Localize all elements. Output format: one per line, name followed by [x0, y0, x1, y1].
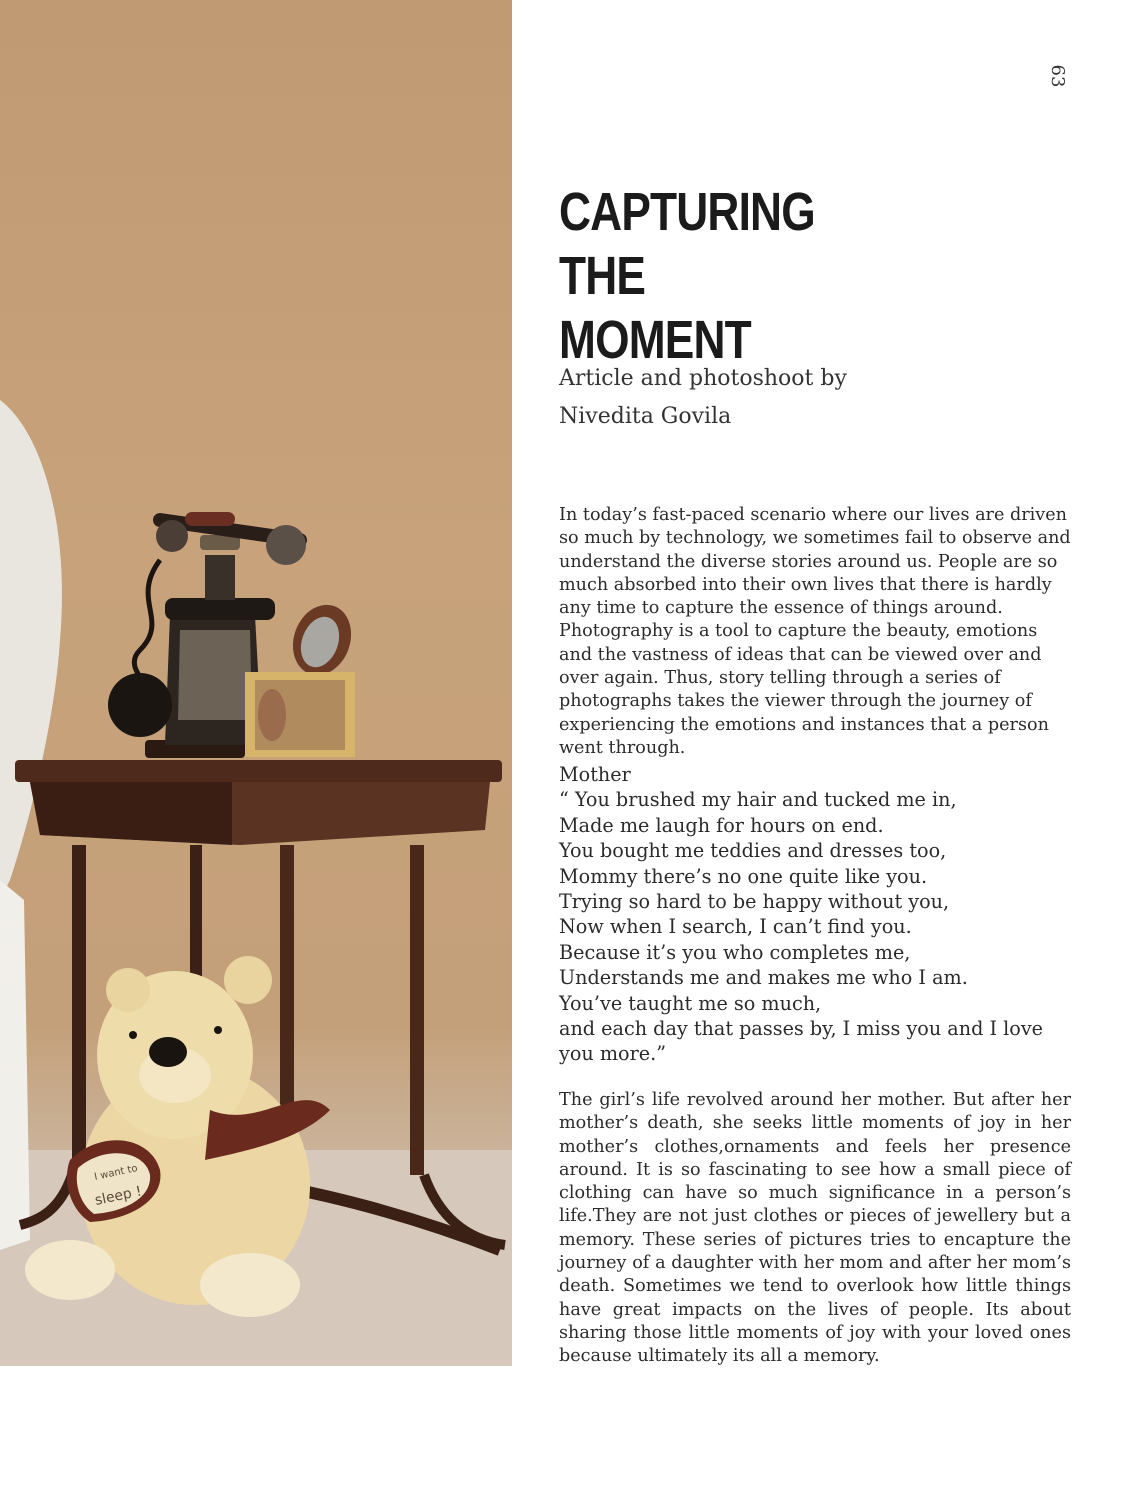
- photo-illustration: [0, 0, 512, 1366]
- intro-paragraph: Photography is a tool to capture the beauty, emotions and the vastness of ideas that can be viewed over and over again. Thus, story telling through a series of photographs takes the viewer through the journey of experiencing the emotions and instances that a person went through.: [559, 621, 1049, 758]
- poem-line: Now when I search, I can’t find you.: [559, 915, 912, 939]
- poem-line: “ You brushed my hair and tucked me in,: [559, 788, 957, 812]
- byline: [559, 360, 847, 436]
- bear-heart-line-2: sleep !: [93, 1183, 144, 1209]
- poem-line: Made me laugh for hours on end.: [559, 813, 884, 837]
- chair-leg: [0, 880, 30, 1250]
- poem-line: Because it’s you who completes me,: [559, 940, 911, 964]
- poem-line: You’ve taught me so much,: [559, 991, 822, 1015]
- title-line: MOMENT: [559, 310, 751, 370]
- bear-heart-line-1: I want to: [93, 1163, 139, 1183]
- article-title: [559, 180, 903, 372]
- poem-line: You bought me teddies and dresses too,: [559, 839, 947, 863]
- intro-text: [559, 504, 1071, 760]
- poem-title: Mother: [559, 763, 631, 786]
- poem-line: Trying so hard to be happy without you,: [559, 890, 950, 914]
- poem-line: and each day that passes by, I miss you and I love: [559, 1017, 1044, 1041]
- byline-line: Article and photoshoot by: [559, 366, 847, 391]
- hand-mirror: [283, 597, 360, 684]
- author-name: Nivedita Govila: [559, 404, 732, 429]
- closing-paragraph: The girl’s life revolved around her mother. But after her mother’s death, she seeks little moments of joy in her mother’s clothes,ornaments and feels her presence around. It is so fascinating to see how a small piece of clothing can have so much significance in a person’s life.They are not just clothes or pieces of jewellery but a memory. These series of pictures tries to encapture the journey of a daughter with her mom and after her mom’s death. Sometimes we tend to overlook how little things have great impacts on the lives of people. Its about sharing those little moments of joy with your loved ones because ultimately its all a memory.: [559, 1090, 1071, 1367]
- poem: [559, 762, 1071, 1067]
- article-photo: [0, 0, 512, 1366]
- title-line: THE: [559, 246, 646, 306]
- poem-line: you more.”: [559, 1042, 667, 1066]
- intro-paragraph: In today’s fast-paced scenario where our lives are driven so much by technology, we sometimes fail to observe and understand the diverse stories around us. People are so much absorbed into their own lives that there is hardly any time to capture the essence of things around.: [559, 505, 1071, 619]
- poem-line: Understands me and makes me who I am.: [559, 966, 968, 990]
- photo-frame: [245, 672, 355, 757]
- page-number: 63: [1047, 64, 1068, 88]
- poem-line: Mommy there’s no one quite like you.: [559, 864, 928, 888]
- title-line: CAPTURING: [559, 182, 815, 242]
